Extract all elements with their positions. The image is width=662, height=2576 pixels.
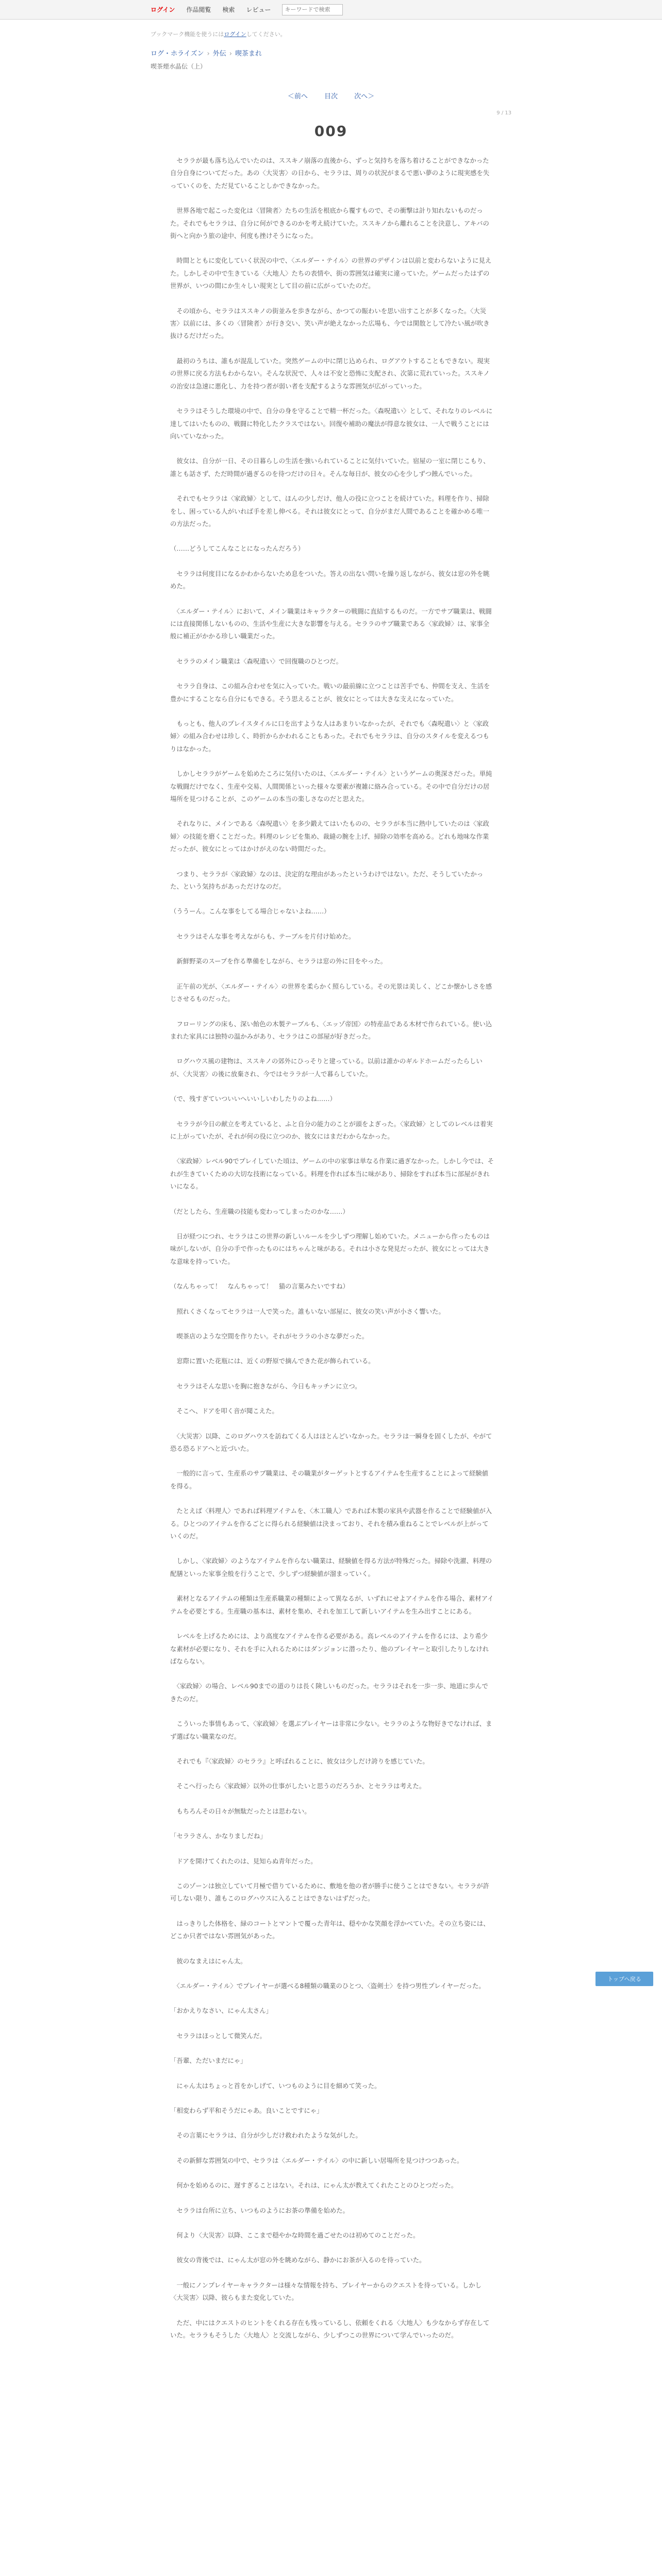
work-subtitle: 喫茶煙水晶伝（上） <box>151 63 207 70</box>
body-paragraph: 時間とともに変化していく状況の中で、〈エルダー・テイル〉の世界のデザインは以前と変わらないように見えた。しかしその中で生きている〈大地人〉たちの表情や、街の雰囲気は確実に違っていた。ゲームだったはずの世界が、いつの間にか生々しい現実として目の前に広がっていたのだ。 <box>170 257 492 290</box>
body-paragraph: セララのメイン職業は〈森呪遣い〉で回復職のひとつだ。 <box>170 657 343 665</box>
body-paragraph: このゾーンは独立していて月極で借りているために、敷地を他の者が勝手に使うことはできない。セララが許可しない限り、誰もこのログハウスに入ることはできないはずだった。 <box>170 1882 490 1903</box>
notice-login-link[interactable]: ログイン <box>224 31 246 38</box>
body-paragraph: 「おかえりなさい、にゃん太さん」 <box>170 2007 273 2015</box>
breadcrumb-separator: › <box>207 50 210 58</box>
body-paragraph: それなりに、メインである〈森呪遣い〉を多少鍛えてはいたものの、セララが本当に熱中していたのは〈家政婦〉の技能を磨くことだった。料理のレシピを集め、裁縫の腕を上げ、掃除の効率を高める。どれも地味な作業だったが、彼女にとってはかけがえのない時間だった。 <box>170 820 489 853</box>
body-paragraph: フローリングの床も、深い飴色の木製テーブルも、〈エッゾ帝国〉の特産品である木材で作られている。使い込まれた家具には独特の温かみがあり、セララはこの部屋が好きだった。 <box>170 1020 492 1040</box>
body-paragraph: 喫茶店のような空間を作りたい。それがセララの小さな夢だった。 <box>170 1332 369 1340</box>
body-paragraph: （で、残すぎていついいへいいしいわしたりのよね……） <box>170 1095 336 1103</box>
body-paragraph: 「相変わらず平和そうだにゃあ。良いことですにゃ」 <box>170 2107 323 2115</box>
body-paragraph: セララはそんな事を考えながらも、テーブルを片付け始めた。 <box>170 932 355 940</box>
table-of-contents-link[interactable]: 目次 <box>324 93 338 100</box>
body-paragraph: （なんちゃって！ なんちゃって！ 猫の言葉みたいですね） <box>170 1282 349 1291</box>
body-paragraph: 〈家政婦〉レベル90でプレイしていた頃は、ゲームの中の家事は単なる作業に過ぎなかった。しかし今では、それが生きていくための大切な技術になっている。料理を作れば本当に味があり、掃除をすれば本当に部屋がきれいになる。 <box>170 1157 494 1191</box>
notice-prefix: ブックマーク機能を使うには <box>151 31 224 38</box>
body-paragraph: セララ自身は、この組み合わせを気に入っていた。戦いの最前線に立つことは苦手でも、仲間を支え、生活を豊かにすることなら自分にもできる。そう思えることが、彼女にとっては大きな支えになっていた。 <box>170 682 490 703</box>
body-paragraph: セララはそうした環境の中で、自分の身を守ることで精一杯だった。〈森呪遣い〉として、それなりのレベルに達してはいたものの、戦闘に特化したクラスではない。回復や補助の魔法が得意な彼女は、一人で戦うことには向いていなかった。 <box>170 407 493 440</box>
top-navigation-bar <box>0 0 662 20</box>
breadcrumb <box>151 48 262 58</box>
nav-reviews[interactable]: レビュー <box>246 6 271 13</box>
body-paragraph: そこへ、ドアを叩く音が聞こえた。 <box>170 1407 278 1415</box>
body-paragraph: にゃん太はちょっと首をかしげて、いつものように目を細めて笑った。 <box>170 2081 381 2090</box>
chapter-pager <box>0 91 662 100</box>
body-paragraph: 彼女は、自分が一日、その日暮らしの生活を強いられていることに気付いていた。宿屋の一室に閉じこもり、誰とも話さず、ただ時間が過ぎるのを待つだけの日々。そんな毎日が、彼女の心を少しずつ蝕んでいった。 <box>170 457 490 478</box>
breadcrumb-item-cafe[interactable]: 喫茶まれ <box>235 50 262 58</box>
body-paragraph: はっきりした体格を、緑のコートとマントで覆った青年は、穏やかな笑顔を浮かべていた。その立ち姿には、どこか只者ではない雰囲気があった。 <box>170 1919 490 1940</box>
body-paragraph: 〈エルダー・テイル〉において、メイン職業はキャラクターの戦闘に直結するものだ。一方でサブ職業は、戦闘には直接関係しないものの、生活や生産に大きな影響を与える。セララのサブ職業である〈家政婦〉は、家事全般に補正がかかる珍しい職業だった。 <box>170 607 492 640</box>
body-paragraph: （だとしたら、生産職の技能も変わってしまったのかな……） <box>170 1207 349 1215</box>
body-paragraph: それでもセララは〈家政婦〉として、ほんの少しだけ、他人の役に立つことを続けていた。料理を作り、掃除をし、困っている人がいれば手を差し伸べる。それは彼女にとって、自分がまだ人間であることを確かめる唯一の方法だった。 <box>170 495 490 528</box>
body-paragraph: 照れくさくなってセララは一人で笑った。誰もいない部屋に、彼女の笑い声が小さく響いた。 <box>170 1307 445 1315</box>
body-paragraph: 窓際に置いた花瓶には、近くの野原で摘んできた花が飾られている。 <box>170 1357 375 1365</box>
body-paragraph: （ううーん。こんな事をしてる場合じゃないよね……） <box>170 907 330 916</box>
body-paragraph: （……どうしてこんなことになったんだろう） <box>170 545 305 553</box>
body-paragraph: セララはそんな思いを胸に抱きながら、今日もキッチンに立つ。 <box>170 1382 361 1390</box>
body-paragraph: 一般的に言って、生産系のサブ職業は、その職業がターゲットとするアイテムを生産することによって経験値を得る。 <box>170 1469 489 1490</box>
body-paragraph: そこへ行ったら〈家政婦〉以外の仕事がしたいと思うのだろうか、とセララは考えた。 <box>170 1782 426 1790</box>
page-counter: 9 / 13 <box>496 110 511 116</box>
body-paragraph: その言葉にセララは、自分が少しだけ救われたような気がした。 <box>170 2131 362 2140</box>
body-paragraph: 「セララさん、かなりましだね」 <box>170 1832 267 1840</box>
breadcrumb-item-series[interactable]: ログ・ホライズン <box>151 50 204 58</box>
bookmark-login-notice <box>151 30 286 38</box>
breadcrumb-separator: › <box>229 50 232 58</box>
body-paragraph: たとえば〈料理人〉であれば料理アイテムを、〈木工職人〉であれば木製の家具や武器を作ることで経験値が入る。ひとつのアイテムを作るごとに得られる経験値は決まっており、それを積み重ねることでレベルが上がっていくのだ。 <box>170 1507 492 1540</box>
body-paragraph: もちろんその日々が無駄だったとは思わない。 <box>170 1807 311 1815</box>
body-paragraph: 〈エルダー・テイル〉でプレイヤーが選べる8種類の職業のひとつ、〈盗剣士〉を持つ男性プレイヤーだった。 <box>170 1982 485 1990</box>
body-paragraph: ログハウス風の建物は、ススキノの郊外にひっそりと建っている。以前は誰かのギルドホームだったらしいが、〈大災害〉の後に放棄され、今ではセララが一人で暮らしていた。 <box>170 1057 483 1078</box>
body-paragraph: セララが今日の献立を考えていると、ふと自分の能力のことが頭をよぎった。〈家政婦〉としてのレベルは着実に上がっていたが、それが何の役に立つのか、彼女にはまだわからなかった。 <box>170 1120 493 1140</box>
body-paragraph: 彼女の背後では、にゃん太が窓の外を眺めながら、静かにお茶が入るのを待っていた。 <box>170 2256 426 2264</box>
body-paragraph: 〈大災害〉以降、このログハウスを訪ねてくる人はほとんどいなかった。セララは一瞬身を固くしたが、やがて恐る恐るドアへと近づいた。 <box>170 1432 492 1453</box>
notice-suffix: してください。 <box>246 31 286 38</box>
body-paragraph: 新鮮野菜のスープを作る準備をしながら、セララは窓の外に目をやった。 <box>170 957 387 965</box>
breadcrumb-item-gaiden[interactable]: 外伝 <box>212 50 226 58</box>
body-paragraph: しかし、〈家政婦〉のようなアイテムを作らない職業は、経験値を得る方法が特殊だった。掃除や洗濯、料理の配膳といった家事全般を行うことで、少しずつ経験値が溜まっていく。 <box>170 1557 492 1578</box>
body-paragraph: こういった事情もあって、〈家政婦〉を選ぶプレイヤーは非常に少ない。セララのような物好きでなければ、まず選ばない職業なのだ。 <box>170 1720 492 1740</box>
body-paragraph: 何より〈大災害〉以降、ここまで穏やかな時間を過ごせたのは初めてのことだった。 <box>170 2231 420 2240</box>
body-paragraph: セララは何度目になるかわからないため息をついた。答えの出ない問いを繰り返しながら、彼女は窓の外を眺めた。 <box>170 569 490 590</box>
body-paragraph: もっとも、他人のプレイスタイルに口を出すような人はあまりいなかったが、それでも〈森呪遣い〉と〈家政婦〉の組み合わせは珍しく、時折からかわれることもあった。それでもセララは、自分のスタイルを変えるつもりはなかった。 <box>170 720 489 753</box>
body-paragraph: 世界各地で起こった変化は〈冒険者〉たちの生活を根底から覆すもので、その衝撃は計り知れないものだった。それでもセララは、自分に何ができるのかを考え続けていた。ススキノから離れることを決意し、アキバの街へと向かう旅の途中、何度も挫けそうになった。 <box>170 207 489 240</box>
body-paragraph: しかしセララがゲームを始めたころに気付いたのは、〈エルダー・テイル〉というゲームの奥深さだった。単純な戦闘だけでなく、生産や交易、人間関係といった様々な要素が複雑に絡み合っている。その中で自分だけの居場所を見つけることが、このゲームの本当の楽しさなのだと思えた。 <box>170 770 492 803</box>
body-paragraph: 一般にノンプレイヤーキャラクターは様々な情報を持ち、プレイヤーからのクエストを待っている。しかし〈大災害〉以降、彼らもまた変化していた。 <box>170 2281 482 2302</box>
nav-browse-works[interactable]: 作品閲覧 <box>186 6 211 13</box>
body-paragraph: その頃から、セララはススキノの街並みを歩きながら、かつての賑わいを思い出すことが多くなった。〈大災害〉以前には、多くの〈冒険者〉が行き交い、笑い声が絶えなかった広場も、今では閑散として冷たい風が吹き抜けるだけだった。 <box>170 307 490 340</box>
body-paragraph: 日が経つにつれ、セララはこの世界の新しいルールを少しずつ理解し始めていた。メニューから作ったものは味がしないが、自分の手で作ったものにはちゃんと味がある。それは小さな発見だったが、彼女にとっては大きな意味を持っていた。 <box>170 1232 490 1265</box>
body-paragraph: 〈家政婦〉の場合、レベル90までの道のりは長く険しいものだった。セララはそれを一歩一歩、地道に歩んできたのだ。 <box>170 1682 488 1703</box>
login-link[interactable]: ログイン <box>151 6 175 13</box>
body-paragraph: 正午前の光が、〈エルダー・テイル〉の世界を柔らかく照らしている。その光景は美しく、どこか懐かしさを感じさせるものだった。 <box>170 982 492 1003</box>
body-paragraph: 最初のうちは、誰もが混乱していた。突然ゲームの中に閉じ込められ、ログアウトすることもできない。現実の世界に戻る方法もわからない。そんな状況で、人々は不安と恐怖に支配され、次第に荒れていった。ススキノの治安は急速に悪化し、力を持つ者が弱い者を支配するような雰囲気が広がっていった。 <box>170 357 490 390</box>
nav-search[interactable]: 検索 <box>222 6 235 13</box>
body-paragraph: つまり、セララが〈家政婦〉なのは、決定的な理由があったというわけではない。ただ、そうしていたかった、という気持ちがあっただけなのだ。 <box>170 870 484 891</box>
body-paragraph: 何かを始めるのに、遅すぎることはない。それは、にゃん太が教えてくれたことのひとつだった。 <box>170 2181 458 2190</box>
chapter-title: 009 <box>314 123 348 140</box>
body-paragraph: ドアを開けてくれたのは、見知らぬ青年だった。 <box>170 1857 317 1865</box>
search-input[interactable] <box>282 4 343 15</box>
body-paragraph: 彼のなまえはにゃん太。 <box>170 1957 247 1965</box>
body-paragraph: 素材となるアイテムの種類は生産系職業の種類によって異なるが、いずれにせよアイテムを作る場合、素材アイテムを必要とする。生産職の基本は、素材を集め、それを加工して新しいアイテムを生み出すことにある。 <box>170 1595 494 1615</box>
body-paragraph: セララは台所に立ち、いつものようにお茶の準備を始めた。 <box>170 2206 349 2214</box>
body-paragraph: セララが最も落ち込んでいたのは、ススキノ崩落の直後から、ずっと気持ちを落ち着けることができなかった自分自身についてだった。あの〈大災害〉の日から、セララは、周りの状況がまるで悪い夢のように現実感を失っていくのを、ただ見ていることしかできなかった。 <box>170 157 490 190</box>
body-paragraph: その新鮮な雰囲気の中で、セララは〈エルダー・テイル〉の中に新しい居場所を見つけつつあった。 <box>170 2156 464 2164</box>
body-paragraph: それでも『〈家政婦〉のセララ』と呼ばれることに、彼女は少しだけ誇りを感じていた。 <box>170 1757 429 1765</box>
back-to-top-button[interactable]: トップへ戻る <box>595 1972 653 1986</box>
body-paragraph: セララはほっとして微笑んだ。 <box>170 2031 266 2040</box>
body-paragraph: レベルを上げるためには、より高度なアイテムを作る必要がある。高レベルのアイテムを作るには、より希少な素材が必要になり、それを手に入れるためにはダンジョンに潜ったり、他のプレイヤーと取引したりしなければならない。 <box>170 1632 489 1665</box>
body-paragraph: 「吾輩、ただいまだにゃ」 <box>170 2057 247 2065</box>
body-paragraph: ただ、中にはクエストのヒントをくれる存在も残っているし、依頼をくれる〈大地人〉も少なからず存在していた。セララもそうした〈大地人〉と交流しながら、少しずつこの世界について学んでいったのだ。 <box>170 2318 490 2340</box>
chapter-body-text <box>170 155 494 2354</box>
prev-chapter-link[interactable]: ＜前へ <box>287 93 308 100</box>
next-chapter-link[interactable]: 次へ＞ <box>354 93 375 100</box>
